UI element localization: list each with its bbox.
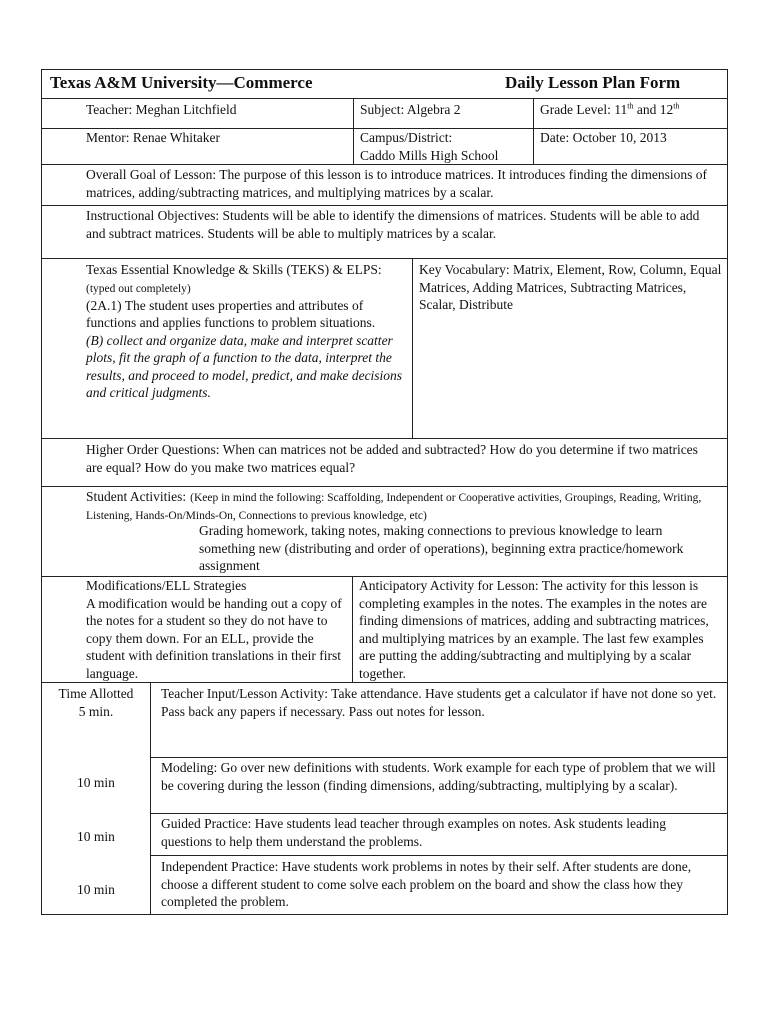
teacher-row bbox=[42, 99, 727, 129]
vocabulary-cell bbox=[412, 259, 727, 438]
teks-row bbox=[42, 259, 727, 439]
lesson-plan-form bbox=[41, 69, 728, 915]
time-slot: 5 min. bbox=[78, 704, 114, 719]
schedule-row bbox=[151, 856, 727, 914]
higher-order-questions: Higher Order Questions: When can matrices not be added and subtracted? How do you determine if two matrices are equal? How do you make two matrices equal? bbox=[86, 442, 698, 475]
header-row bbox=[42, 70, 727, 99]
teacher-field: Teacher: Meghan Litchfield bbox=[86, 102, 237, 117]
grade-sup-1: th bbox=[627, 101, 634, 111]
time-slot: 10 min bbox=[77, 775, 115, 790]
schedule-row bbox=[151, 758, 727, 814]
time-slot: 10 min bbox=[77, 829, 115, 844]
date-cell bbox=[533, 129, 727, 164]
objectives-row bbox=[42, 206, 727, 259]
schedule-row bbox=[151, 683, 727, 758]
student-activities-body: Grading homework, taking notes, making connections to previous knowledge to learn something new (distributing and order of operations), beginning extra practice/homework assignment bbox=[199, 523, 684, 573]
overall-goal-row bbox=[42, 165, 727, 206]
grade-field bbox=[534, 99, 727, 119]
overall-goal: Overall Goal of Lesson: The purpose of this lesson is to introduce matrices. It introduces finding the dimensions of matrices, adding/subtracting matrices, and multiplying matrices by a scalar. bbox=[86, 167, 708, 200]
teks-cell bbox=[86, 261, 406, 438]
modifications-row bbox=[42, 577, 727, 683]
activity-column bbox=[150, 683, 727, 914]
modifications-body: A modification would be handing out a copy of the notes for a student so they do not have to copy them down. For an ELL, provide the student with definition translations in their first language. bbox=[86, 595, 342, 681]
anticipatory-activity: Anticipatory Activity for Lesson: The activity for this lesson is completing examples in the notes. The examples in the notes are finding dimensions of matrices, adding and subtracting matrices, and multiplying matrices by an example. The last few examples are putting the adding/subtracting and multiplying by a scalar together. bbox=[359, 578, 709, 681]
modeling-activity: Modeling: Go over new definitions with students. Work example for each type of problem that we will be covering during the lesson (finding dimensions, adding/subtracting, multiplying by a scalar). bbox=[161, 760, 716, 793]
grade-cell bbox=[533, 99, 727, 128]
campus-label: Campus/District: bbox=[360, 130, 453, 145]
teks-heading: Texas Essential Knowledge & Skills (TEKS) & ELPS: bbox=[86, 262, 382, 277]
anticipatory-cell bbox=[352, 577, 727, 682]
university-title: Texas A&M University—Commerce bbox=[50, 73, 313, 92]
key-vocabulary: Key Vocabulary: Matrix, Element, Row, Column, Equal Matrices, Adding Matrices, Subtracting Matrices, Scalar, Distribute bbox=[419, 262, 722, 312]
time-allotted-label: Time Allotted bbox=[58, 686, 134, 701]
form-title: Daily Lesson Plan Form bbox=[505, 73, 681, 92]
independent-practice-activity: Independent Practice: Have students work problems in notes by their self. After students are done, choose a different student to come solve each problem on the board and show the class how they completed the problem. bbox=[161, 859, 692, 909]
instructional-objectives: Instructional Objectives: Students will be able to identify the dimensions of matrices. Students will be able to add and subtract matrices. Students will be able to multiply matrices by a scalar. bbox=[86, 208, 700, 241]
subject-field: Subject: Algebra 2 bbox=[360, 102, 461, 117]
teks-block bbox=[86, 261, 406, 297]
teks-note: (typed out completely) bbox=[86, 282, 191, 295]
student-activities-label: Student Activities: bbox=[86, 489, 187, 504]
grade-mid: and 12 bbox=[633, 102, 674, 117]
modifications-cell bbox=[86, 577, 352, 682]
teks-detail: (B) collect and organize data, make and interpret scatter plots, fit the graph of a function to the data, interpret the results, and proceed to model, predict, and make decisions and critical judgments. bbox=[86, 332, 403, 400]
teacher-input-activity: Teacher Input/Lesson Activity: Take attendance. Have students get a calculator if have not done so yet. Pass back any papers if necessary. Pass out notes for lesson. bbox=[161, 686, 717, 719]
grade-prefix: Grade Level: 11 bbox=[540, 102, 628, 117]
campus-value: Caddo Mills High School bbox=[360, 147, 499, 163]
date-field: Date: October 10, 2013 bbox=[540, 130, 667, 145]
campus-cell bbox=[353, 129, 533, 164]
subject-cell bbox=[353, 99, 533, 128]
higher-order-row bbox=[42, 439, 727, 487]
student-activities-note: (Keep in mind the following: Scaffolding, Independent or Cooperative activities, Groupings, Reading, Writing, Listening, Hands-On/Minds-On, Connections to previous knowledge, etc) bbox=[86, 492, 702, 522]
mentor-row bbox=[42, 129, 727, 165]
grade-sup-2: th bbox=[673, 101, 680, 111]
mentor-field: Mentor: Renae Whitaker bbox=[86, 130, 220, 145]
guided-practice-activity: Guided Practice: Have students lead teacher through examples on notes. Ask students leading questions to help them understand the problems. bbox=[161, 816, 666, 849]
student-activities-row bbox=[42, 487, 727, 577]
modifications-label: Modifications/ELL Strategies bbox=[86, 578, 247, 593]
time-slot: 10 min bbox=[77, 882, 115, 897]
schedule-row bbox=[151, 814, 727, 856]
teks-standard: (2A.1) The student uses properties and attributes of functions and applies functions to problem situations. bbox=[86, 297, 376, 330]
student-activities-header bbox=[86, 488, 719, 524]
time-column bbox=[42, 683, 150, 914]
